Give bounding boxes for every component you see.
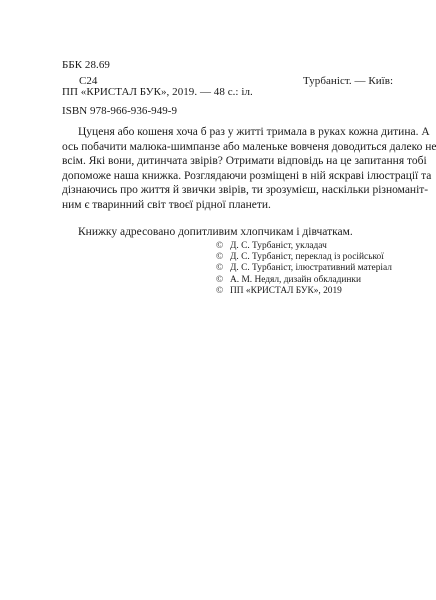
- copyright-list: [216, 241, 392, 297]
- copyright-text: Д. С. Турбаніст, переклад із російської: [230, 252, 384, 263]
- author-sign: С24: [79, 75, 98, 87]
- abstract-line: ось побачити малюка-шимпанзе або маленьке вовченя доводиться далеко не: [62, 140, 436, 153]
- copyright-text: А. М. Недял, дизайн обкладинки: [230, 274, 361, 285]
- copyright-text: ПП «КРИСТАЛ БУК», 2019: [230, 285, 342, 296]
- copyright-item: [216, 252, 392, 263]
- copyright-item: [216, 263, 392, 274]
- copyright-text: Д. С. Турбаніст, ілюстративний матеріал: [230, 263, 392, 274]
- copyright-symbol: ©: [216, 285, 224, 296]
- copyright-item: [216, 241, 392, 252]
- audience-note: Книжку адресовано допитливим хлопчикам і дівчаткам.: [78, 226, 353, 238]
- copyright-symbol: ©: [216, 263, 224, 274]
- copyright-symbol: ©: [216, 274, 224, 285]
- abstract-line: допоможе наша книжка. Розглядаючи розміщені в ній яскраві ілюстрації та: [62, 169, 432, 182]
- author-city: Турбаніст. — Київ:: [303, 75, 394, 87]
- copyright-symbol: ©: [216, 252, 224, 263]
- abstract-paragraph: [62, 125, 436, 213]
- abstract-line: Цуценя або кошеня хоча б раз у житті тримала в руках кожна дитина. А: [78, 126, 430, 138]
- abstract-line: дізнаючись про життя й звички звірів, ти зрозумієш, наскільки різноманіт-: [62, 184, 429, 197]
- abstract-line: всім. Які вони, дитинчата звірів? Отримати відповідь на це запитання тобі: [62, 155, 427, 168]
- copyright-item: [216, 275, 392, 286]
- isbn: ISBN 978-966-936-949-9: [62, 105, 178, 117]
- copyright-item: [216, 286, 392, 297]
- bbk-index: ББК 28.69: [62, 59, 110, 71]
- publisher-line: ПП «КРИСТАЛ БУК», 2019. — 48 с.: іл.: [62, 86, 253, 98]
- copyright-symbol: ©: [216, 241, 224, 251]
- abstract-line: ним є тваринний світ твоєї рідної планети.: [62, 198, 271, 211]
- copyright-text: Д. С. Турбаніст, укладач: [230, 241, 327, 251]
